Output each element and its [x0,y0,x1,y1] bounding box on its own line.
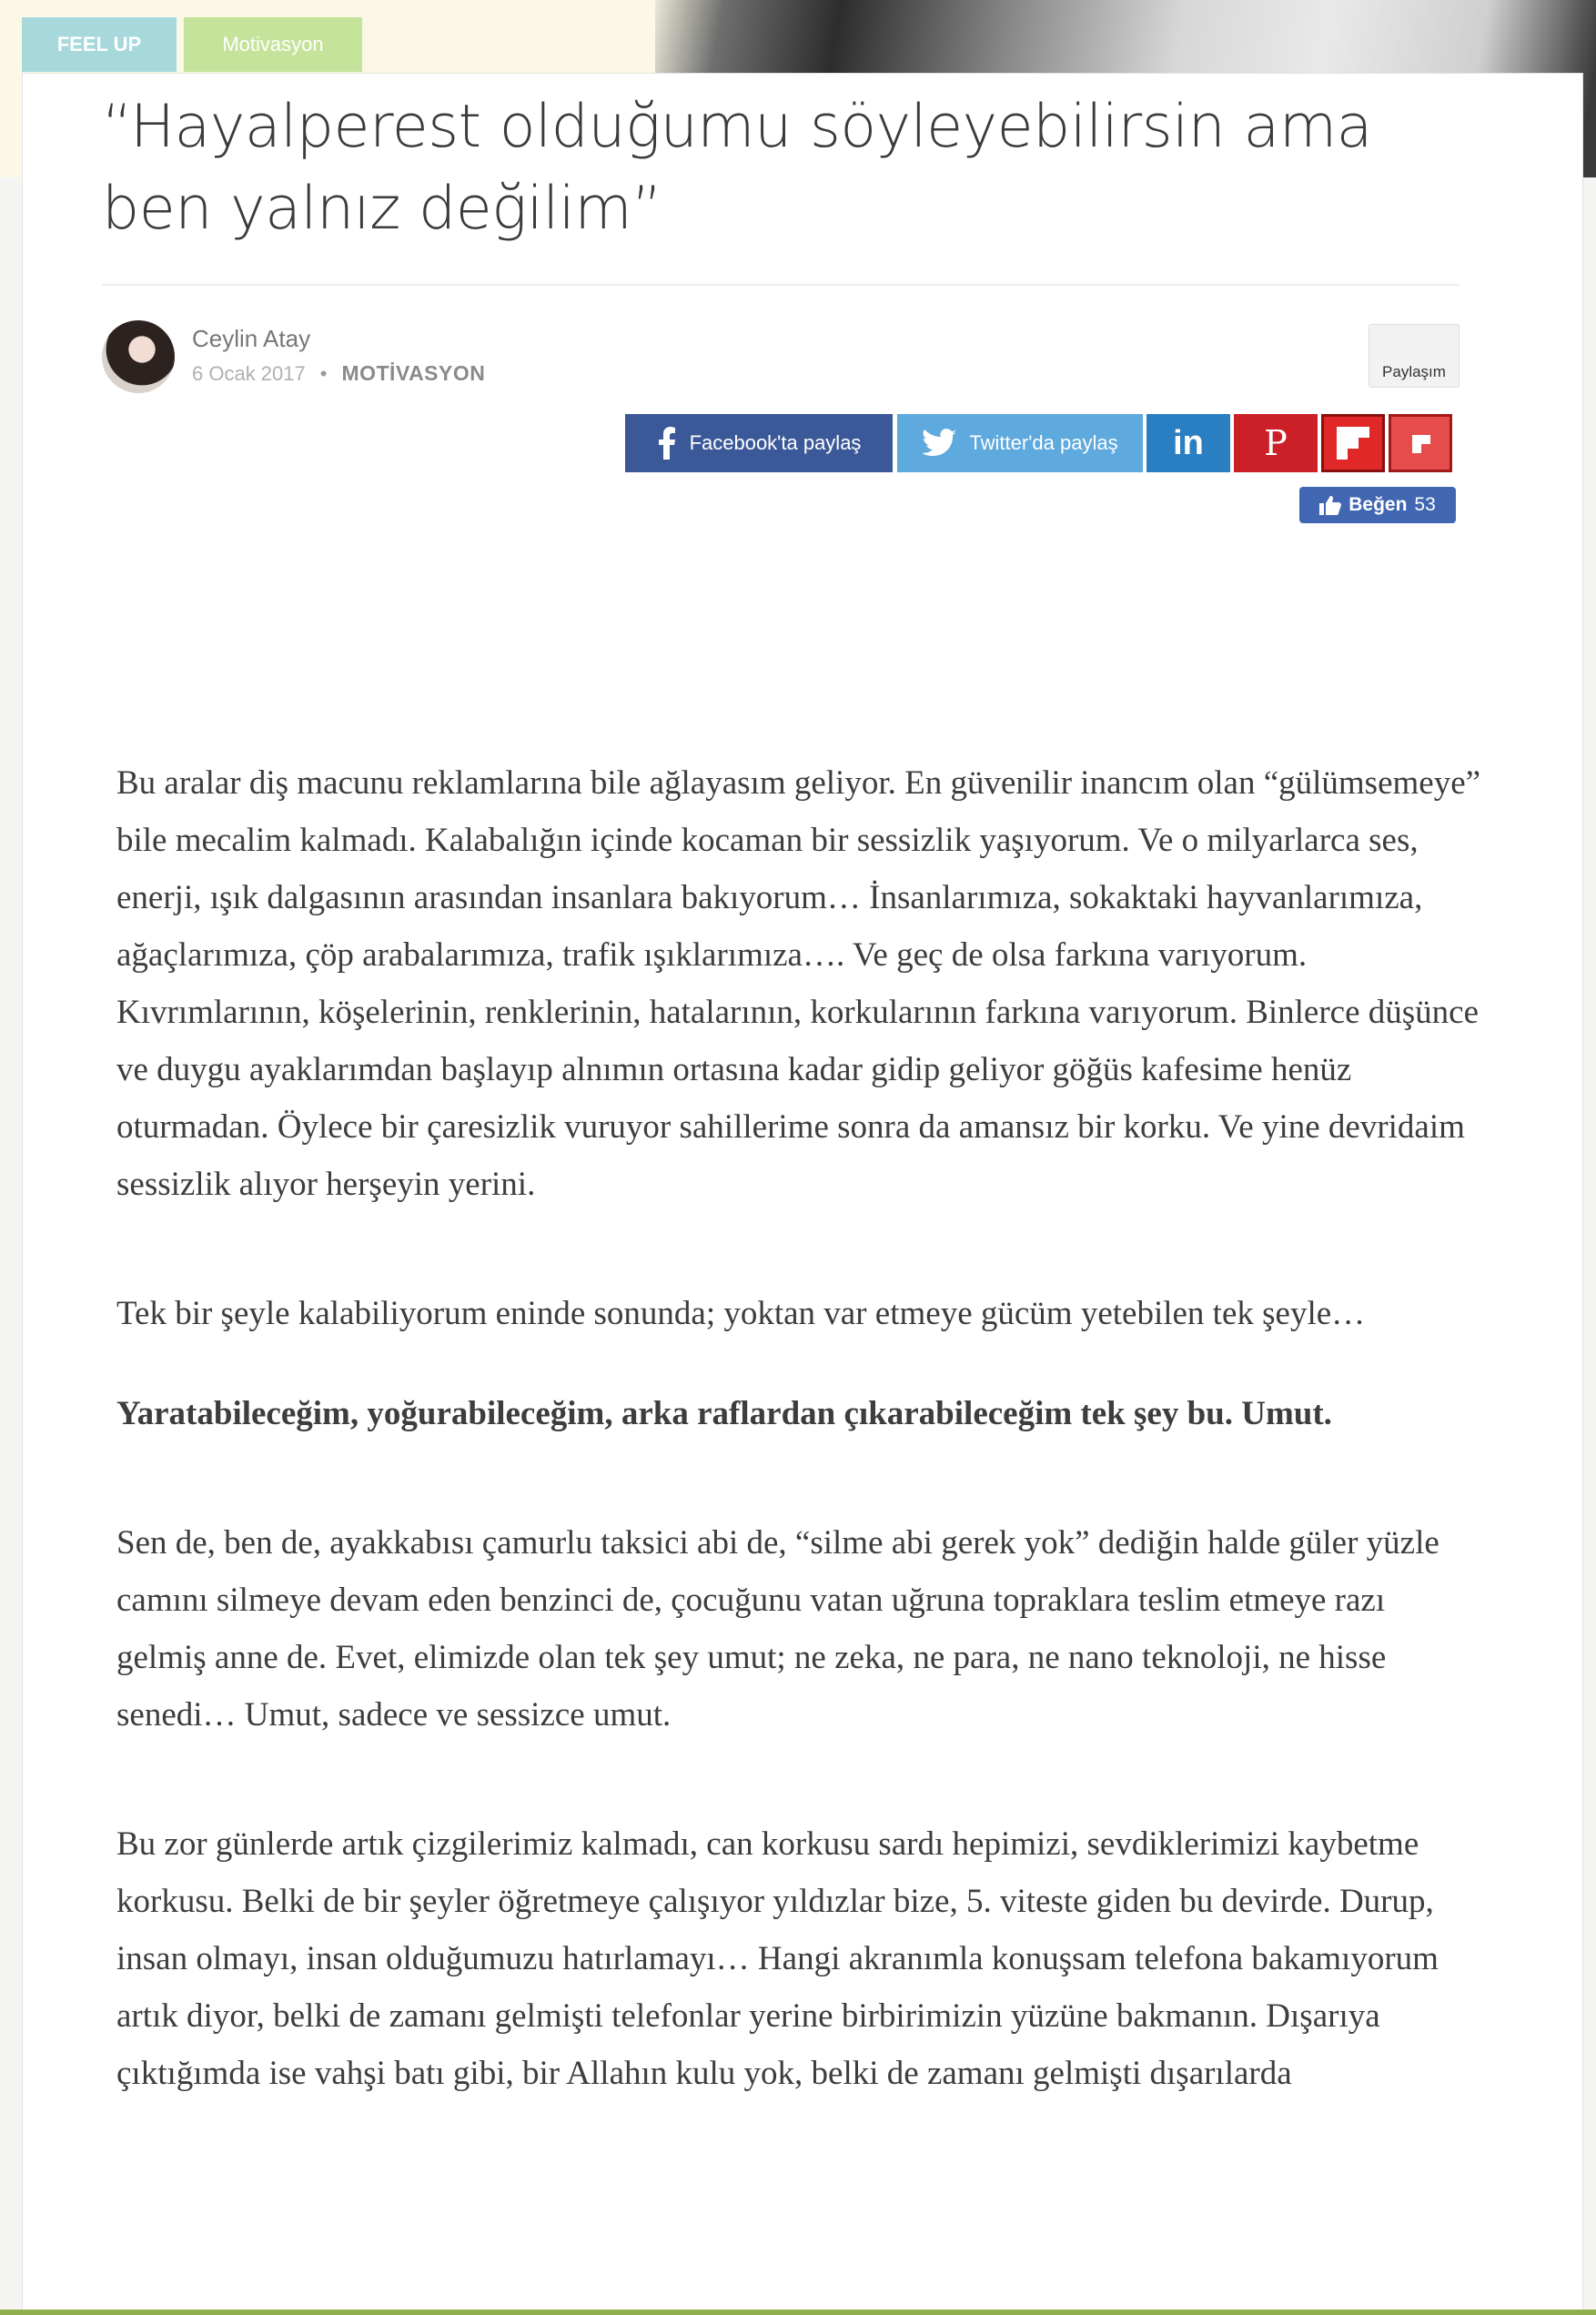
article-category-link[interactable]: MOTİVASYON [341,361,486,385]
facebook-icon [657,427,677,460]
like-button[interactable] [1299,487,1456,523]
pinterest-icon: P [1264,423,1288,463]
flipboard-share-button[interactable] [1321,414,1385,472]
article-body [116,754,1481,2102]
article-title: “Hayalperest olduğumu söyleyebilirsin ama ben yalnız değilim” [102,93,1372,243]
linkedin-icon: in [1173,423,1204,462]
article-paragraph: Bu aralar diş macunu reklamlarına bile ağlayasım geliyor. En güvenilir inancım olan “gülümsemeye” bile mecalim kalmadı. Kalabalığın içinde kocaman bir sessizlik yaşıyorum. Ve o milyarlarca ses, enerji, ışık dalgasının arasından insanlara bakıyorum… İnsanlarımıza, sokaktaki hayvanlarımıza, ağaçlarımıza, çöp arabalarımıza, trafik ışıklarımıza…. Ve geç de olsa farkına varıyorum. Kıvrımlarının, köşelerinin, renklerinin, hatalarının, korkularının farkına varıyorum. Binlerce düşünce ve duygu ayaklarımdan başlayıp alnımın ortasına kadar gidip geliyor göğüs kafesime henüz oturmadan. Öylece bir çaresizlik vuruyor sahillerime sonra da amansız bir korku. Ve yine devridaim sessizlik alıyor herşeyin yerini. [116,764,1481,1203]
flipboard-icon [1337,427,1369,460]
article-paragraph: Bu zor günlerde artık çizgilerimiz kalmadı, can korkusu sardı hepimizi, sevdiklerimizi kaybetme korkusu. Belki de bir şeyler öğretmeye çalışıyor yıldızlar bize, 5. viteste giden bu devirde. Durup, insan olmayı, insan olduğumuzu hatırlamayı… Hangi akranımla konuşsam telefona bakamıyorum artık diyor, belki de zamanı gelmişti telefonlar yerine birbirimizin yüzüne bakmanın. Dışarıya çıktığımda ise vahşi batı gibi, bir Allahın kulu yok, belki de zamanı gelmişti dışarılarda [116,1825,1439,2092]
title-divider [102,284,1460,286]
like-label: Beğen [1349,494,1408,515]
thumbs-up-icon [1319,495,1341,515]
twitter-icon [922,429,956,458]
facebook-share-label: Facebook'ta paylaş [689,431,862,454]
facebook-share-button[interactable] [625,414,893,472]
tag-motivasyon[interactable]: Motivasyon [184,17,362,72]
author-avatar[interactable] [102,320,175,393]
meta-separator: • [319,362,328,385]
pinterest-share-button[interactable] [1234,414,1318,472]
like-count: 53 [1414,494,1436,515]
linkedin-share-button[interactable] [1146,414,1230,472]
article-paragraph: Sen de, ben de, ayakkabısı çamurlu taksici abi de, “silme abi gerek yok” dediğin halde güler yüzle camını silmeye devam eden benzinci de, çocuğunu vatan uğruna topraklara teslim etmeye razı gelmiş anne de. Evet, elimizde olan tek şey umut; ne zeka, ne para, ne nano teknoloji, ne hisse senedi… Umut, sadece ve sessizce umut. [116,1524,1439,1734]
article-paragraph: Tek bir şeyle kalabiliyorum eninde sonunda; yoktan var etmeye gücüm yetebilen tek şeyle… [116,1295,1366,1332]
bottom-accent-bar [0,2310,1596,2315]
other-share-button[interactable] [1389,414,1452,472]
article-date: 6 Ocak 2017 [192,362,306,385]
tag-feel-up[interactable]: FEEL UP [22,17,177,72]
article-meta [192,361,485,386]
article-paragraph-bold: Yaratabileceğim, yoğurabileceğim, arka raflardan çıkarabileceğim tek şey bu. Umut. [116,1395,1332,1432]
share-count-box [1369,324,1460,388]
author-name[interactable]: Ceylin Atay [192,325,311,352]
share-other-icon [1405,428,1436,459]
twitter-share-button[interactable] [897,414,1143,472]
share-count-label: Paylaşım [1382,363,1446,380]
twitter-share-label: Twitter'da paylaş [969,431,1118,454]
